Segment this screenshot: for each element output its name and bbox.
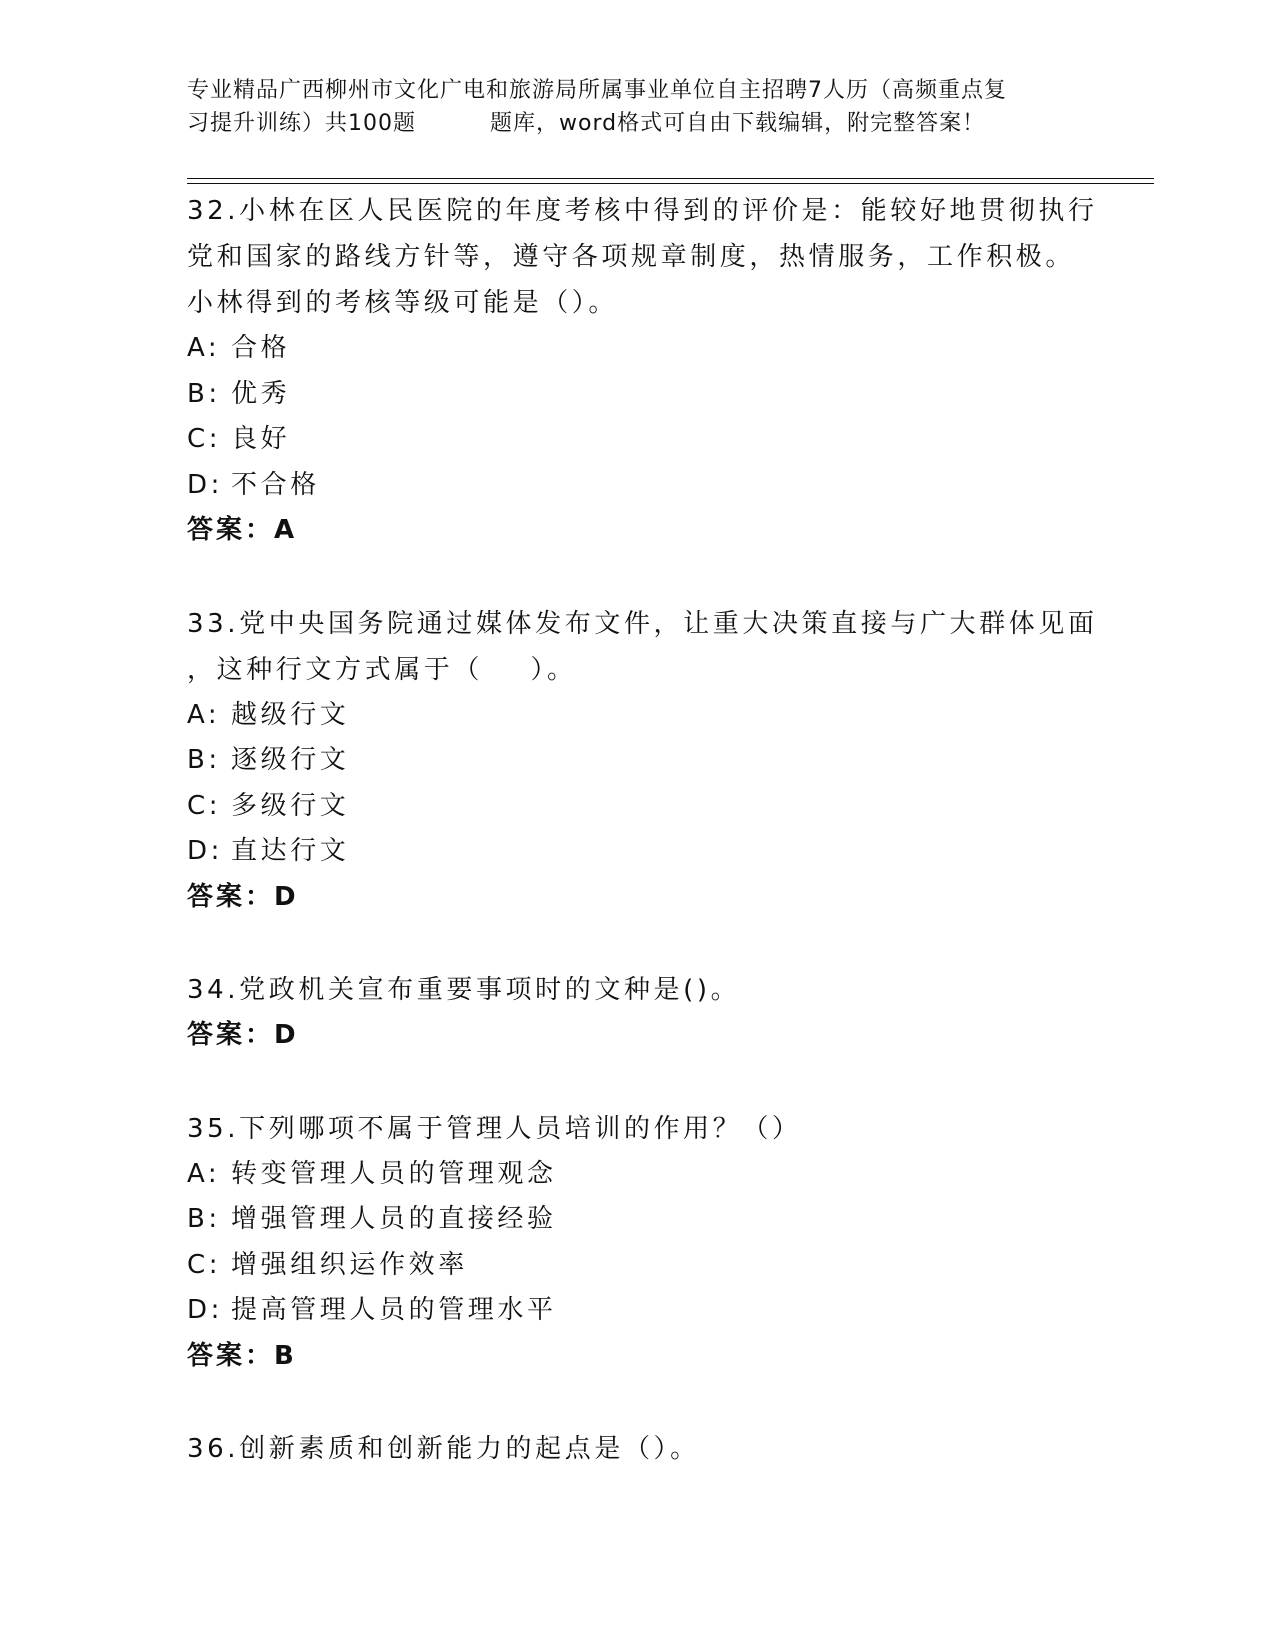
option-d (187, 463, 1127, 509)
option-text: 增强组织运作效率 (231, 1249, 468, 1280)
option-a (187, 693, 1127, 739)
header-title-line-1: 专业精品广西柳州市文化广电和旅游局所属事业单位自主招聘7人历（高频重点复 (187, 78, 1007, 103)
header-title-line-2-right: 题库，word格式可自由下载编辑，附完整答案！ (490, 111, 986, 136)
option-letter: A: (187, 699, 221, 730)
answer-line: 答案：B (187, 1340, 297, 1371)
answer-line: 答案：D (187, 881, 299, 912)
option-b (187, 738, 1127, 784)
question-stem: 33.党中央国务院通过媒体发布文件，让重大决策直接与广大群体见面 ，这种行文方式属于（ ）。 (187, 608, 1098, 685)
question-stem: 34.党政机关宣布重要事项时的文种是()。 (187, 975, 741, 1005)
question-stem: 32.小林在区人民医院的年度考核中得到的评价是：能较好地贯彻执行 党和国家的路线方针等，遵守各项规章制度，热情服务，工作积极。 小林得到的考核等级可能是（）。 (187, 196, 1098, 318)
option-text: 合格 (231, 333, 291, 363)
option-c (187, 784, 1127, 830)
document-header (187, 74, 1087, 140)
option-letter: C: (187, 1249, 222, 1280)
option-letter: A: (187, 333, 221, 363)
option-text: 越级行文 (231, 699, 350, 730)
option-a (187, 1152, 1127, 1198)
option-letter: B: (187, 1204, 221, 1234)
option-a (187, 326, 1127, 372)
question-33 (187, 601, 1127, 921)
option-letter: C: (187, 790, 222, 821)
header-divider-top (187, 178, 1154, 179)
header-title-line-2 (187, 107, 1087, 140)
option-text: 不合格 (231, 469, 320, 500)
option-c (187, 417, 1127, 463)
header-divider-bottom (187, 183, 1154, 184)
option-b (187, 1197, 1127, 1243)
option-letter: D: (187, 1295, 223, 1325)
answer-line: 答案：A (187, 515, 298, 545)
option-text: 提高管理人员的管理水平 (231, 1295, 557, 1325)
option-text: 良好 (231, 424, 291, 454)
option-c (187, 1243, 1127, 1289)
header-title-line-2-left: 习提升训练）共100题 (187, 111, 416, 136)
option-letter: D: (187, 836, 223, 866)
option-text: 优秀 (231, 378, 291, 409)
question-stem: 35.下列哪项不属于管理人员培训的作用？（） (187, 1113, 802, 1144)
option-letter: A: (187, 1158, 221, 1189)
option-letter: B: (187, 745, 221, 775)
answer-line: 答案：D (187, 1020, 299, 1050)
option-text: 多级行文 (231, 790, 350, 821)
option-text: 直达行文 (231, 836, 350, 866)
option-text: 增强管理人员的直接经验 (231, 1204, 557, 1234)
question-list (187, 188, 1127, 1472)
option-letter: D: (187, 469, 223, 500)
question-34 (187, 967, 1127, 1059)
question-36 (187, 1426, 1127, 1472)
option-d (187, 829, 1127, 875)
option-letter: B: (187, 378, 221, 409)
option-b (187, 372, 1127, 418)
question-stem: 36.创新素质和创新能力的起点是（）。 (187, 1434, 700, 1464)
question-32 (187, 188, 1127, 554)
option-text: 逐级行文 (231, 745, 350, 775)
option-text: 转变管理人员的管理观念 (231, 1158, 557, 1189)
option-d (187, 1288, 1127, 1334)
question-35 (187, 1106, 1127, 1380)
option-letter: C: (187, 424, 222, 454)
